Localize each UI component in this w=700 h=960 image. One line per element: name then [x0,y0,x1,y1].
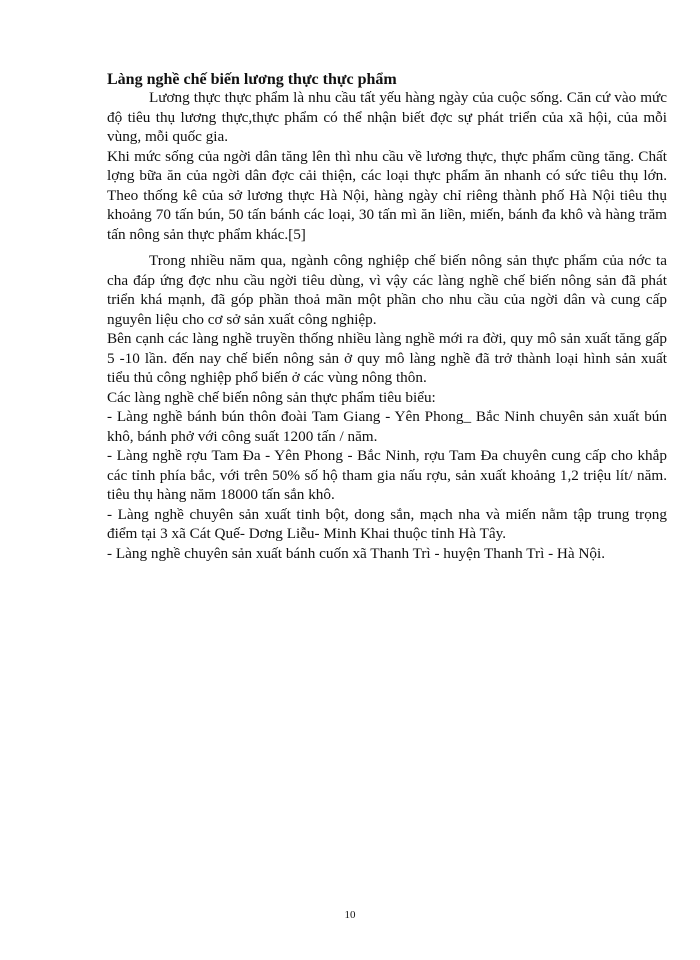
list-item-bun-village: - Làng nghề bánh bún thôn đoài Tam Giang - Yên Phong_ Bắc Ninh chuyên sản xuất bún khô, bánh phở với công suất 1200 tấn / năm. [107,408,667,445]
paragraph-industry: Trong nhiều năm qua, ngành công nghiệp chế biến nông sản thực phẩm của nớc ta cha đáp ứng đợc nhu cầu ngời tiêu dùng, vì vậy các làng nghề chế biến nông sản đã phát triển khá mạnh, đã góp phần thoả mãn một phần cho nhu cầu của ngời dân và cung cấp nguyên liệu cho cơ sở sản xuất công nghiệp. [107,252,667,328]
paragraph-new-villages: Bên cạnh các làng nghề truyền thống nhiều làng nghề mới ra đời, quy mô sản xuất tăng gấp 5 -10 lần. đến nay chế biến nông sản ở quy mô làng nghề đã trở thành loại hình sản xuất tiểu thủ công nghiệp phổ biến ở các vùng nông thôn. [107,330,667,386]
page-number: 10 [344,909,356,921]
body-text [107,88,667,563]
section-heading: Làng nghề chế biến lương thực thực phẩm [107,71,397,88]
list-item-starch-village: - Làng nghề chuyên sản xuất tinh bột, dong sắn, mạch nha và miến nằm tập trung trọng điểm tại 3 xã Cát Quế- Dơng Liễu- Minh Khai thuộc tỉnh Hà Tây. [107,505,667,542]
paragraph-list-intro: Các làng nghề chế biến nông sản thực phẩm tiêu biểu: [107,388,436,406]
paragraph-consumption: Khi mức sống của ngời dân tăng lên thì nhu cầu về lương thực, thực phẩm cũng tăng. Chất lợng bữa ăn của ngời dân đợc cải thiện, các loại thực phẩm ăn nhanh có sức tiêu thụ lớn. Theo thống kê của sở lương thực Hà Nội, hàng ngày chỉ riêng thành phố Hà Nội tiêu thụ khoảng 70 tấn bún, 50 tấn bánh các loại, 30 tấn mì ăn liền, miến, bánh đa khô và hàng trăm tấn nông sản thực phẩm khác.[5] [107,147,667,243]
paragraph-intro: Lương thực thực phẩm là nhu cầu tất yếu hàng ngày của cuộc sống. Căn cứ vào mức độ tiêu thụ lương thực,thực phẩm có thể nhận biết đợc sự phát triển của xã hội, của mỗi vùng, mỗi quốc gia. [107,89,667,145]
list-item-wine-village: - Làng nghề rợu Tam Đa - Yên Phong - Bắc Ninh, rợu Tam Đa chuyên cung cấp cho khắp các tỉnh phía bắc, với trên 50% số hộ tham gia nấu rợu, sản xuất khoảng 1,2 triệu lít/ năm. tiêu thụ hàng năm 18000 tấn sắn khô. [107,447,667,503]
list-item-banh-cuon-village: - Làng nghề chuyên sản xuất bánh cuốn xã Thanh Trì - huyện Thanh Trì - Hà Nội. [107,544,606,562]
